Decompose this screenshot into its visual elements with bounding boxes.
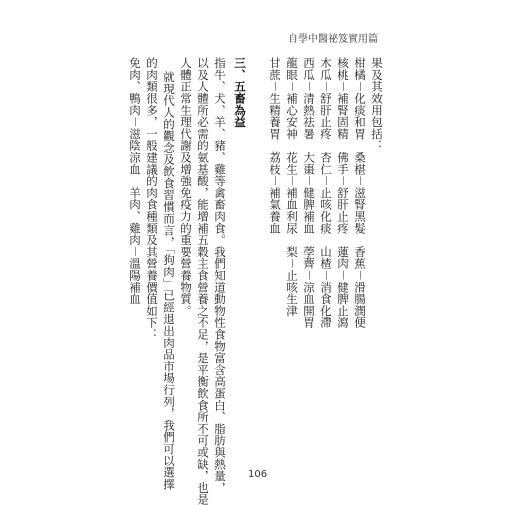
page-number: 106 bbox=[248, 469, 268, 480]
text-column-14: 免肉、鴨肉－滋陰涼血 羊肉、雞肉－溫陽補血 bbox=[128, 57, 142, 305]
text-column-1: 果及其效用包括： bbox=[370, 57, 384, 152]
text-column-5: 西瓜－清熱祛暑 大棗－健脾補血 荸薺－涼血開胃 bbox=[302, 57, 316, 329]
text-column-3: 核桃－補腎固精 佛手－舒肝止疼 蓮肉－健脾止瀉 bbox=[336, 57, 350, 329]
text-column-11: 人體正常生理代謝及增強免疫力的重要營養物質。 bbox=[179, 57, 193, 317]
text-column-9: 指牛、犬、羊、豬、雞等禽畜肉食。我們知道動物性食物富含高蛋白、脂肪與熱量， bbox=[213, 57, 227, 494]
text-column-2: 柑橘－化痰和胃 桑椹－滋腎黑髮 香蕉－滑腸潤便 bbox=[353, 57, 367, 329]
text-column-4: 木瓜－舒肝止疼 杏仁－止咳化痰 山楂－消食化滯 bbox=[319, 57, 333, 329]
text-column-12: 就現代人的觀念及飲食習慣而言，「狗肉」已經退出肉品市場行列，我們可以選擇 bbox=[162, 71, 176, 491]
section-heading: 三、五畜為益 bbox=[233, 57, 247, 128]
text-column-13: 的肉類很多，一般建議的肉食種類及其營養價值如下： bbox=[145, 57, 159, 341]
running-header: 自學中醫祕笈實用篇 bbox=[288, 34, 378, 45]
text-column-10: 以及人體所必需的氨基酸，能增補五穀主食營養之不足，是平衡飲食所不可或缺，也是 bbox=[196, 57, 210, 505]
text-column-6: 龍眼－補心安神 花生－補血利尿 梨－止咳生津 bbox=[285, 57, 299, 317]
text-column-7: 甘蔗－生精養胃 荔枝－補氣養血 bbox=[268, 57, 282, 234]
